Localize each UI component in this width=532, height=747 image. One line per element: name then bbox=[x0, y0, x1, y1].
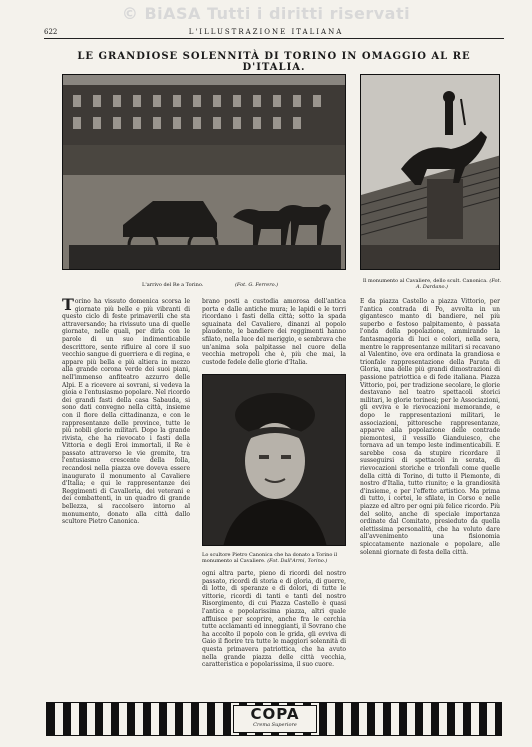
watermark: © BiASA Tutti i diritti riservati bbox=[121, 4, 411, 23]
top-rule bbox=[44, 38, 504, 39]
drop-cap: T bbox=[62, 298, 74, 314]
article-column-middle-bottom bbox=[202, 570, 346, 690]
photo-sculptor-portrait-image bbox=[203, 375, 346, 546]
photo-sculptor-portrait bbox=[202, 374, 346, 546]
article-left-text: orino ha vissuto domenica scorsa le giornate più belle e più vibranti di questo ciclo di feste primaverili che sta attraversando; ha rivissuto una di quelle giornate, nelle quali, per dirla con le parole di un suo indimenticabile descrittore, sente rifluire al core il suo vecchio sangue di guerriera e di regina, e appare più bella e più altiera in mezzo alla grande corona verde dei suoi piani, nell'immenso anfiteatro azzurro delle Alpi. E a ricevere ai sovrani, si vedeva la gioia e l'entusiasmo popolare. Nel ricordo dei grandi fasti della casa Sabauda, si sono dati convegno nella città, insieme con il fiore della cittadinanza, e con le rappresentanze delle province, tutte le più nobili glorie militari. Dopo la grande rivista, che ha rievocato i fasti della Vittoria e degli Eroi immortali, il Re è passato attraverso le vie gremite, tra l'entusiasmo crescente della folla, recandosi nella piazza ove doveva essere inaugurato il monumento al Cavaliere d'Italia; e qui le rappresentanze dei Reggimenti di Cavalleria, dei veterani e dei combattenti, in un quadro di grande bellezza, si raccolsero intorno al monumento, donato alla città dallo scultore Pietro Canonica. bbox=[62, 298, 190, 526]
copa-subtitle: Crema Superiore bbox=[253, 722, 297, 728]
article-middle-top-text: brano posti a custodia amorosa dell'antica porta e dalle antiche mura; le lapidi e le torri ricordano i fasti della città; sotto la spada sguainata del Cavaliere, dinanzi al popolo plaudente, le bandiere dei reggimenti hanno sfilato, nella luce del meriggio, e sembrava che un'anima sola palpitasse nel cuore della vecchia metropoli che è, più che mai, la custode fedele delle glorie d'Italia. bbox=[202, 298, 346, 366]
copa-brand: COPA bbox=[250, 705, 300, 723]
photo-king-arrival bbox=[62, 74, 346, 270]
credit-sculptor-portrait: (Fot. Dall'Armi, Torino.) bbox=[267, 558, 328, 564]
copa-advertisement bbox=[46, 702, 502, 736]
caption-king-arrival-text: L'arrivo del Re a Torino. bbox=[142, 282, 204, 288]
article-column-middle-top bbox=[202, 298, 346, 370]
article-column-left bbox=[62, 298, 190, 690]
credit-king-arrival: (Fot. G. Ferrero.) bbox=[234, 282, 279, 288]
photo-cavalier-monument bbox=[360, 74, 500, 270]
article-middle-bottom-text: ogni altra parte, pieno di ricordi del nostro passato, ricordi di storia e di gloria, di guerre, di lotte, di speranze e di dolori, di tutte le vittorie, ricordi di tanti e tanti del nostro Risorgimento, di cui Piazza Castello è quasi l'antica e popolarissima piazza, altri quale affluisce per scoprire, anche fra le cerchia tutte acclamanti ed inneggianti, il Sovrano che ha accolto il popolo con le grida, gli evviva di Gaio il fiorire tra tutte le maggiori solennità di questa primavera patriottica, che ha avuto nella grande piazza delle città vecchia, caratteristica e popolarissima, il suo cuore. bbox=[202, 570, 346, 669]
article-right-text: E da piazza Castello a piazza Vittorio, per l'antica contrada di Po, avvolta in un gigantesco manto di bandiere, nel più superbo e festoso palpitamento, è passata l'onda della popolazione, ammirando la fantasmagoria di luci e colori, nella sera, mentre le rappresentanze militari si recavano al Valentino, ove era ordinata la grandiosa e trionfale rappresentazione della Parata di Gloria, una delle più grandi dimostrazioni di passione patriottica e di fede italiana. Piazza Vittorio, poi, per tradizione secolare, le glorie destavano nel teatro spettacoli storici militari, le glorie torinesi; per le Associazioni, gli evviva e le rievocazioni memorande, e dopo le rappresentazioni militari, le associazioni, pittoresche rappresentanze, apparve alla popolazione delle contrade piemontesi, il vessillo Gianduiesco, che tornava ad un tempo leste indimenticabili. E sarebbe cosa da stupire ricordare il susseguirsi di spettacoli in serata, di rievocazioni storiche e trionfali come quelle della città di Torino, di tutto il Piemonte, di nostro d'Italia, tutto riunito; e la grandiosità d'insieme, e per l'effetto artistico. Ma prima di tutto, i cortei, le sfilate, in Corso e nelle piazze ed altro per ogni più felice ricordo. Più del solito, anche di speciale importanza ordinate dal Comitato, presieduto da quella elettissima personalità, che ha voluto dare all'avvenimento una fisionomia spiccatamente nazionale e popolare, alle solenni giornate di festa della città. bbox=[360, 298, 500, 556]
caption-king-arrival bbox=[142, 282, 342, 288]
article-column-right bbox=[360, 298, 500, 690]
photo-cavalier-monument-image bbox=[361, 75, 500, 270]
running-head: L'ILLUSTRAZIONE ITALIANA bbox=[188, 28, 344, 36]
headline: LE GRANDIOSE SOLENNITÀ DI TORINO IN OMAGGIO AL RE D'ITALIA. bbox=[77, 51, 471, 73]
photo-king-arrival-image bbox=[63, 75, 346, 270]
caption-cavalier-monument bbox=[362, 278, 502, 290]
copa-ad-label bbox=[233, 705, 317, 733]
caption-sculptor-portrait-text: Lo scultore Pietro Canonica che ha donato a Torino il monumento al Cavaliere. bbox=[202, 552, 338, 564]
page-number: 622 bbox=[44, 28, 58, 36]
caption-cavalier-monument-text: Il monumento al Cavaliere, dello scult. Canonica. bbox=[362, 278, 488, 284]
credit-cavalier-monument: (Fot. A. Dardano.) bbox=[415, 278, 502, 290]
caption-sculptor-portrait bbox=[202, 552, 346, 564]
